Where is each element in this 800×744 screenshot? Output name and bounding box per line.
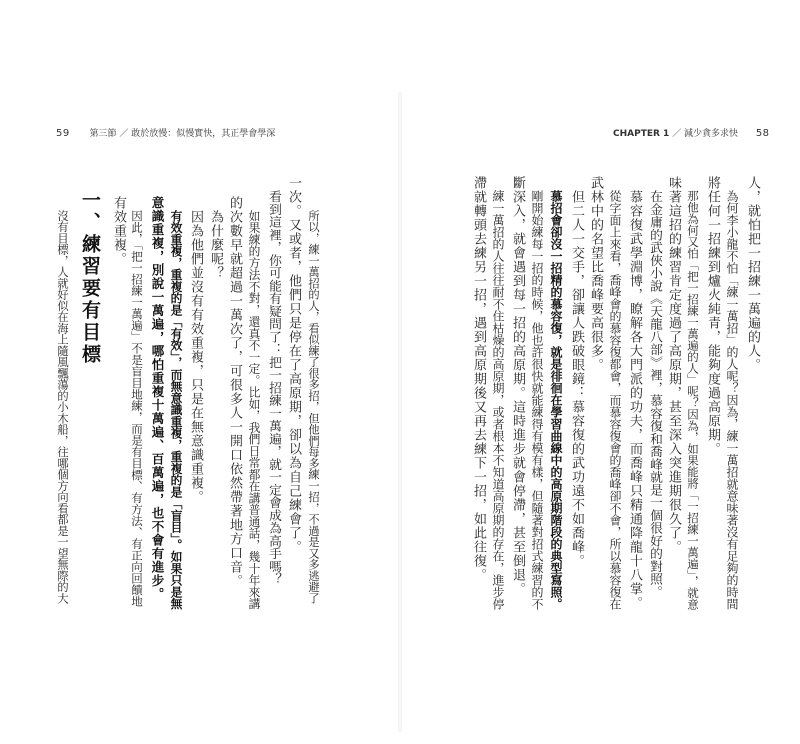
- text-column: 一次。又或者，他們只是停在了高原期，卻以為自己練會了。: [286, 176, 301, 554]
- right-page-header: [613, 126, 770, 139]
- text-column: 剛開始練每一招的時候，他也許很快就能練得有模有樣，但隨著對招式練習的不: [530, 190, 544, 610]
- section-heading: 一、練習要有目標: [79, 190, 101, 366]
- left-section-title: 第三節 ／ 敢於放慢：似慢實快，其正學會學深: [89, 129, 276, 139]
- text-column: 所以，練一萬招的人，看似練了很多招，但他們每多練一招，不過是又多逃避了: [307, 210, 320, 604]
- text-column: 的次數早就超過一萬次了，可很多人一開口依然帶著地方口音。: [227, 196, 242, 588]
- text-column: 練一萬招的人往往耐不住枯燥的高原期，或者根本不知道高原期的存在，進步停: [491, 190, 505, 610]
- text-column: 在金庸的武俠小說《天龍八部》裡，慕容復和喬峰就是一個很好的對照。: [647, 190, 662, 598]
- text-column: 將任何一招練到爐火純青，能夠度過高原期。: [705, 176, 720, 456]
- text-column: 但二人一交手，卻讓人跌破眼鏡：慕容復的武功遠不如喬峰。: [569, 190, 584, 568]
- bold-text-column: 有效重複，重複的是「有效」，而無意識重複，重複的是「盲目」。如果只是無: [169, 210, 183, 610]
- bold-text-column: 意識重複，別說一萬遍，哪怕重複十萬遍、百萬遍，也不會有進步。: [150, 196, 165, 601]
- text-column: 從字面上來看，喬峰會的慕容復都會，而慕容復會的喬峰卻不會，所以慕容復在: [608, 190, 622, 610]
- text-column: 因為他們並沒有有效重複，只是在無意識重複。: [188, 210, 203, 504]
- chapter-label: CHAPTER 1: [613, 129, 670, 139]
- text-column: 慕容復武學淵博，瞭解各大門派的功夫，而喬峰只精通降龍十八掌。: [627, 190, 642, 610]
- text-column: 為什麼呢？: [208, 210, 223, 280]
- text-column: 沒有目標，人就好似在海上隨風飄蕩的小木船，往哪個方向看都是一望無際的大: [56, 210, 69, 604]
- text-column: 有效重複。: [111, 196, 126, 266]
- text-column: 那他為何又怕「把一招練一萬遍的人」呢？因為，如果能將「一招練一萬遍」，就意: [686, 190, 700, 610]
- chapter-title: ／ 減少貪多求快: [672, 129, 739, 139]
- text-column: 為何李小龍不怕「練一萬招」的人呢？因為，練一萬招就意味著沒有足夠的時間: [725, 190, 739, 610]
- right-page-number: 58: [755, 128, 770, 139]
- text-column: 味著這招的練習肯定度過了高原期，甚至深入突進期很久了。: [666, 176, 681, 554]
- left-page-number: 59: [56, 128, 70, 139]
- bold-text-column: 慕招會卻沒一招精的慕容復，就是徘徊在學習曲線中的高原期階段的典型寫照。: [549, 190, 563, 610]
- left-page-header: [56, 126, 275, 139]
- text-column: 滯就轉頭去練另一招，遇到高原期後又再去練下一招，如此往復。: [471, 176, 486, 582]
- text-column: 斷深入，就會遇到每一招的高原期。這時進步就會停滯，甚至倒退。: [510, 176, 525, 596]
- text-column: 看到這裡，你可能有疑問了：把一招練一萬遍，就一定會成為高手嗎？: [266, 190, 281, 586]
- text-column: 人，就怕把一招練一萬遍的人。: [745, 176, 760, 372]
- text-column: 武林中的名望比喬峰要高很多。: [588, 176, 603, 372]
- text-column: 如果練的方法不對，還真不一定。比如，我們日常都在講普通話，幾十年來講: [247, 210, 261, 610]
- text-column: 因此，「把一招練一萬遍」不是盲目地練，而是有目標、有方法、有正向回饋地: [130, 210, 144, 607]
- book-gutter: [398, 92, 402, 732]
